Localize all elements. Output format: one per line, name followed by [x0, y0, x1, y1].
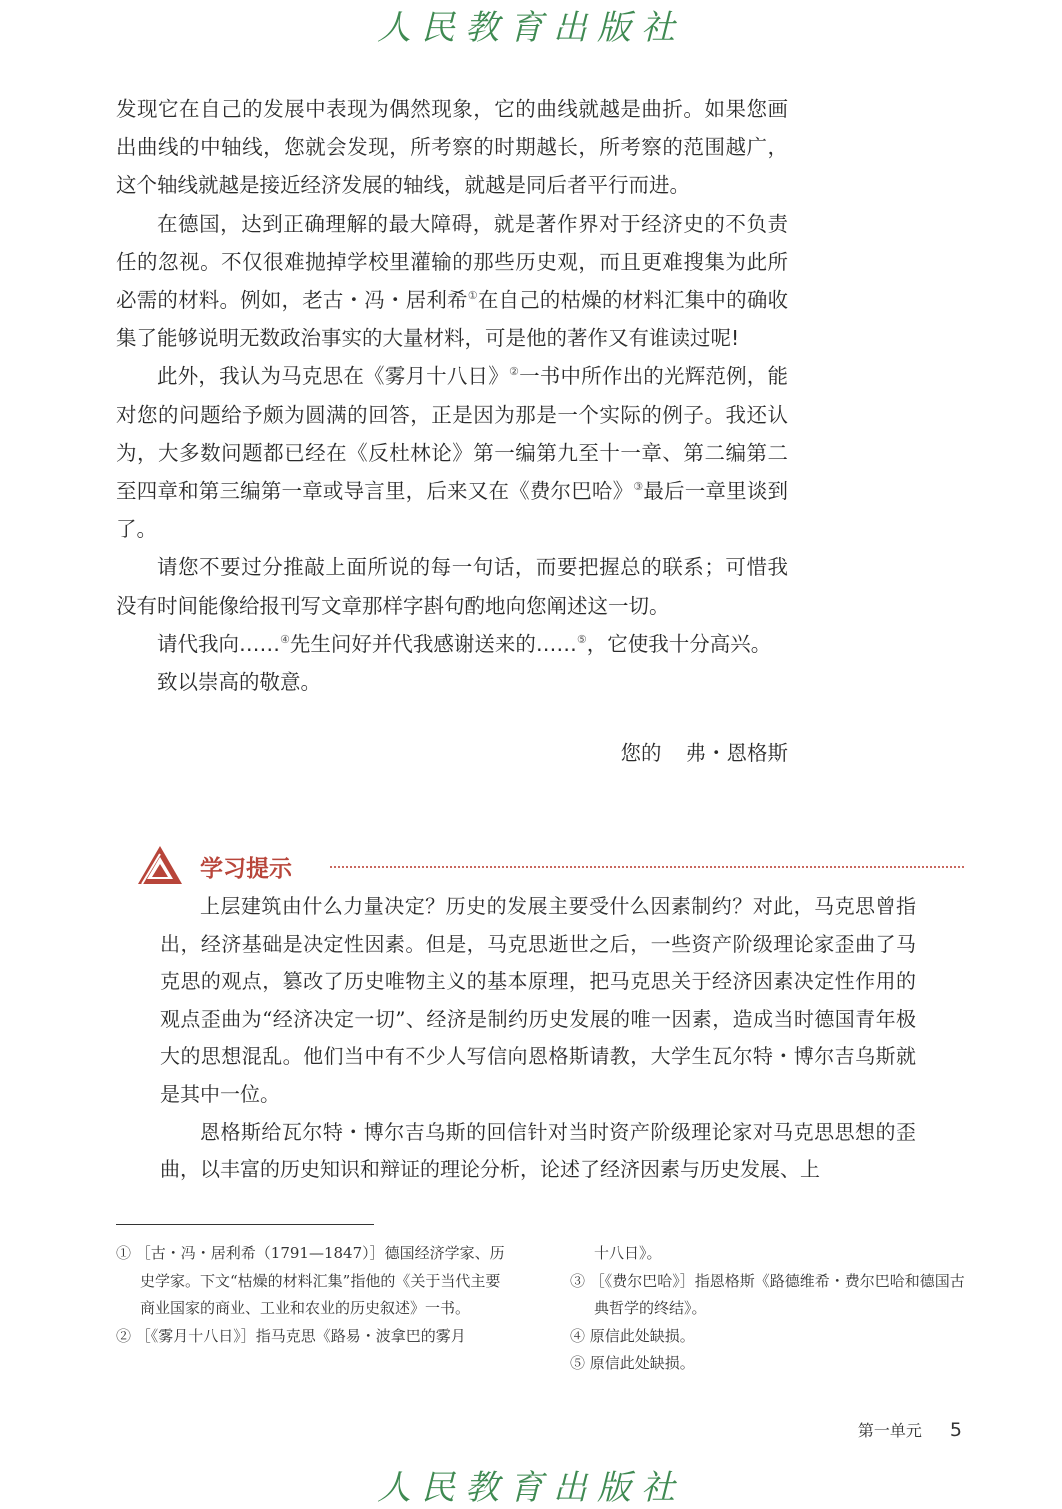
- paragraph-5-part-c: ，它使我十分高兴。: [586, 631, 772, 656]
- paragraph-3-part-c: 最后一章里谈到了。: [116, 479, 789, 542]
- signature-prefix: 您的: [620, 741, 662, 765]
- paragraph-5-part-a: 请代我向……: [157, 631, 280, 656]
- paragraph-2: [116, 205, 788, 358]
- paragraph-4: 请您不要过分推敲上面所说的每一句话，而要把握总的联系；可惜我没有时间能像给报刊写文章那样字斟句酌地向您阐述这一切。: [116, 555, 788, 618]
- paragraph-3: [116, 357, 788, 548]
- study-tip-title: 学习提示: [200, 856, 292, 882]
- letter-body: [116, 90, 788, 701]
- footnote-marker-2[interactable]: ②: [508, 365, 520, 379]
- footnote-marker-4[interactable]: ④: [280, 633, 290, 647]
- paragraph-2-part-a: 在德国，达到正确理解的最大障碍，就是著作界对于经济史的不负责任的忽视。不仅很难抛掉学校里灌输的那些历史观，而且更难搜集为此所必需的材料。例如，老古・冯・居利希: [116, 211, 788, 313]
- publisher-footer: 人民教育出版社: [377, 1468, 685, 1508]
- footnote-divider: [116, 1224, 374, 1225]
- paragraph-2-part-b: 在自己的枯燥的材料汇集中的确收集了能够说明无数政治事实的大量材料，可是他的著作又有谁读过呢!: [116, 288, 789, 351]
- page-number: 5: [949, 1419, 962, 1441]
- footnote-2: ② ［《雾月十八日》］指马克思《路易・波拿巴的雾月: [116, 1326, 466, 1345]
- footnote-marker-5[interactable]: ⑤: [576, 633, 587, 647]
- footnote-marker-3[interactable]: ③: [633, 480, 644, 494]
- page-footer: [858, 1418, 962, 1441]
- dotted-divider: [330, 866, 964, 870]
- signature-name: 弗・恩格斯: [685, 741, 788, 765]
- paragraph-5-part-b: 先生问好并代我感谢送来的……: [289, 631, 577, 656]
- footnotes-left-column: [116, 1240, 508, 1350]
- study-tip-paragraph-1: 上层建筑由什么力量决定？历史的发展主要受什么因素制约？对此，马克思曾指出，经济基础是决定性因素。但是，马克思逝世之后，一些资产阶级理论家歪曲了马克思的观点，篡改了历史唯物主义的基本原理，把马克思关于经济因素决定性作用的观点歪曲为“经济决定一切”、经济是制约历史发展的唯一因素，造成当时德国青年极大的思想混乱。他们当中有不少人写信向恩格斯请教，大学生瓦尔特・博尔吉乌斯就是其中一位。: [160, 894, 916, 1106]
- paragraph-3-part-b: 一书中所作出的光辉范例，能对您的问题给予颇为圆满的回答，正是因为那是一个实际的例子。我还认为，大多数问题都已经在《反杜林论》第一编第九至十一章、第二编第二至四章和第三编第一章或导言里，后来又在《费尔巴哈》: [116, 364, 789, 504]
- footnotes-right-column: [570, 1240, 970, 1378]
- publisher-header: 人民教育出版社: [377, 8, 685, 48]
- signature: [116, 736, 788, 766]
- paragraph-3-part-a: 此外，我认为马克思在《雾月十八日》: [157, 364, 509, 389]
- study-tip-header: [136, 844, 966, 888]
- unit-label: 第一单元: [857, 1421, 922, 1440]
- triangle-logo-icon: [136, 844, 184, 888]
- footnote-3: ③ ［《费尔巴哈》］指恩格斯《路德维希・费尔巴哈和德国古典哲学的终结》。: [570, 1271, 965, 1317]
- study-tip-paragraph-2: 恩格斯给瓦尔特・博尔吉乌斯的回信针对当时资产阶级理论家对马克思思想的歪曲，以丰富的历史知识和辩证的理论分析，论述了经济因素与历史发展、上: [160, 1119, 916, 1182]
- footnote-marker-1[interactable]: ①: [467, 289, 478, 303]
- footnote-4: ④ 原信此处缺损。: [570, 1326, 695, 1345]
- paragraph-1: 发现它在自己的发展中表现为偶然现象，它的曲线就越是曲折。如果您画出曲线的中轴线，您就会发现，所考察的时期越长，所考察的范围越广，这个轴线就越是接近经济发展的轴线，就越是同后者平行而进。: [116, 97, 788, 198]
- study-tip-body: [160, 888, 916, 1189]
- footnote-5: ⑤ 原信此处缺损。: [570, 1354, 695, 1372]
- paragraph-5: [116, 625, 788, 663]
- footnote-1: ① ［古・冯・居利希（1791—1847）］德国经济学家、历史学家。下文“枯燥的材料汇集”指他的《关于当代主要商业国家的商业、工业和农业的历史叙述》一书。: [116, 1244, 505, 1317]
- closing-salutation: 致以崇高的敬意。: [157, 670, 321, 695]
- footnote-2-continued: 十八日》。: [594, 1244, 662, 1262]
